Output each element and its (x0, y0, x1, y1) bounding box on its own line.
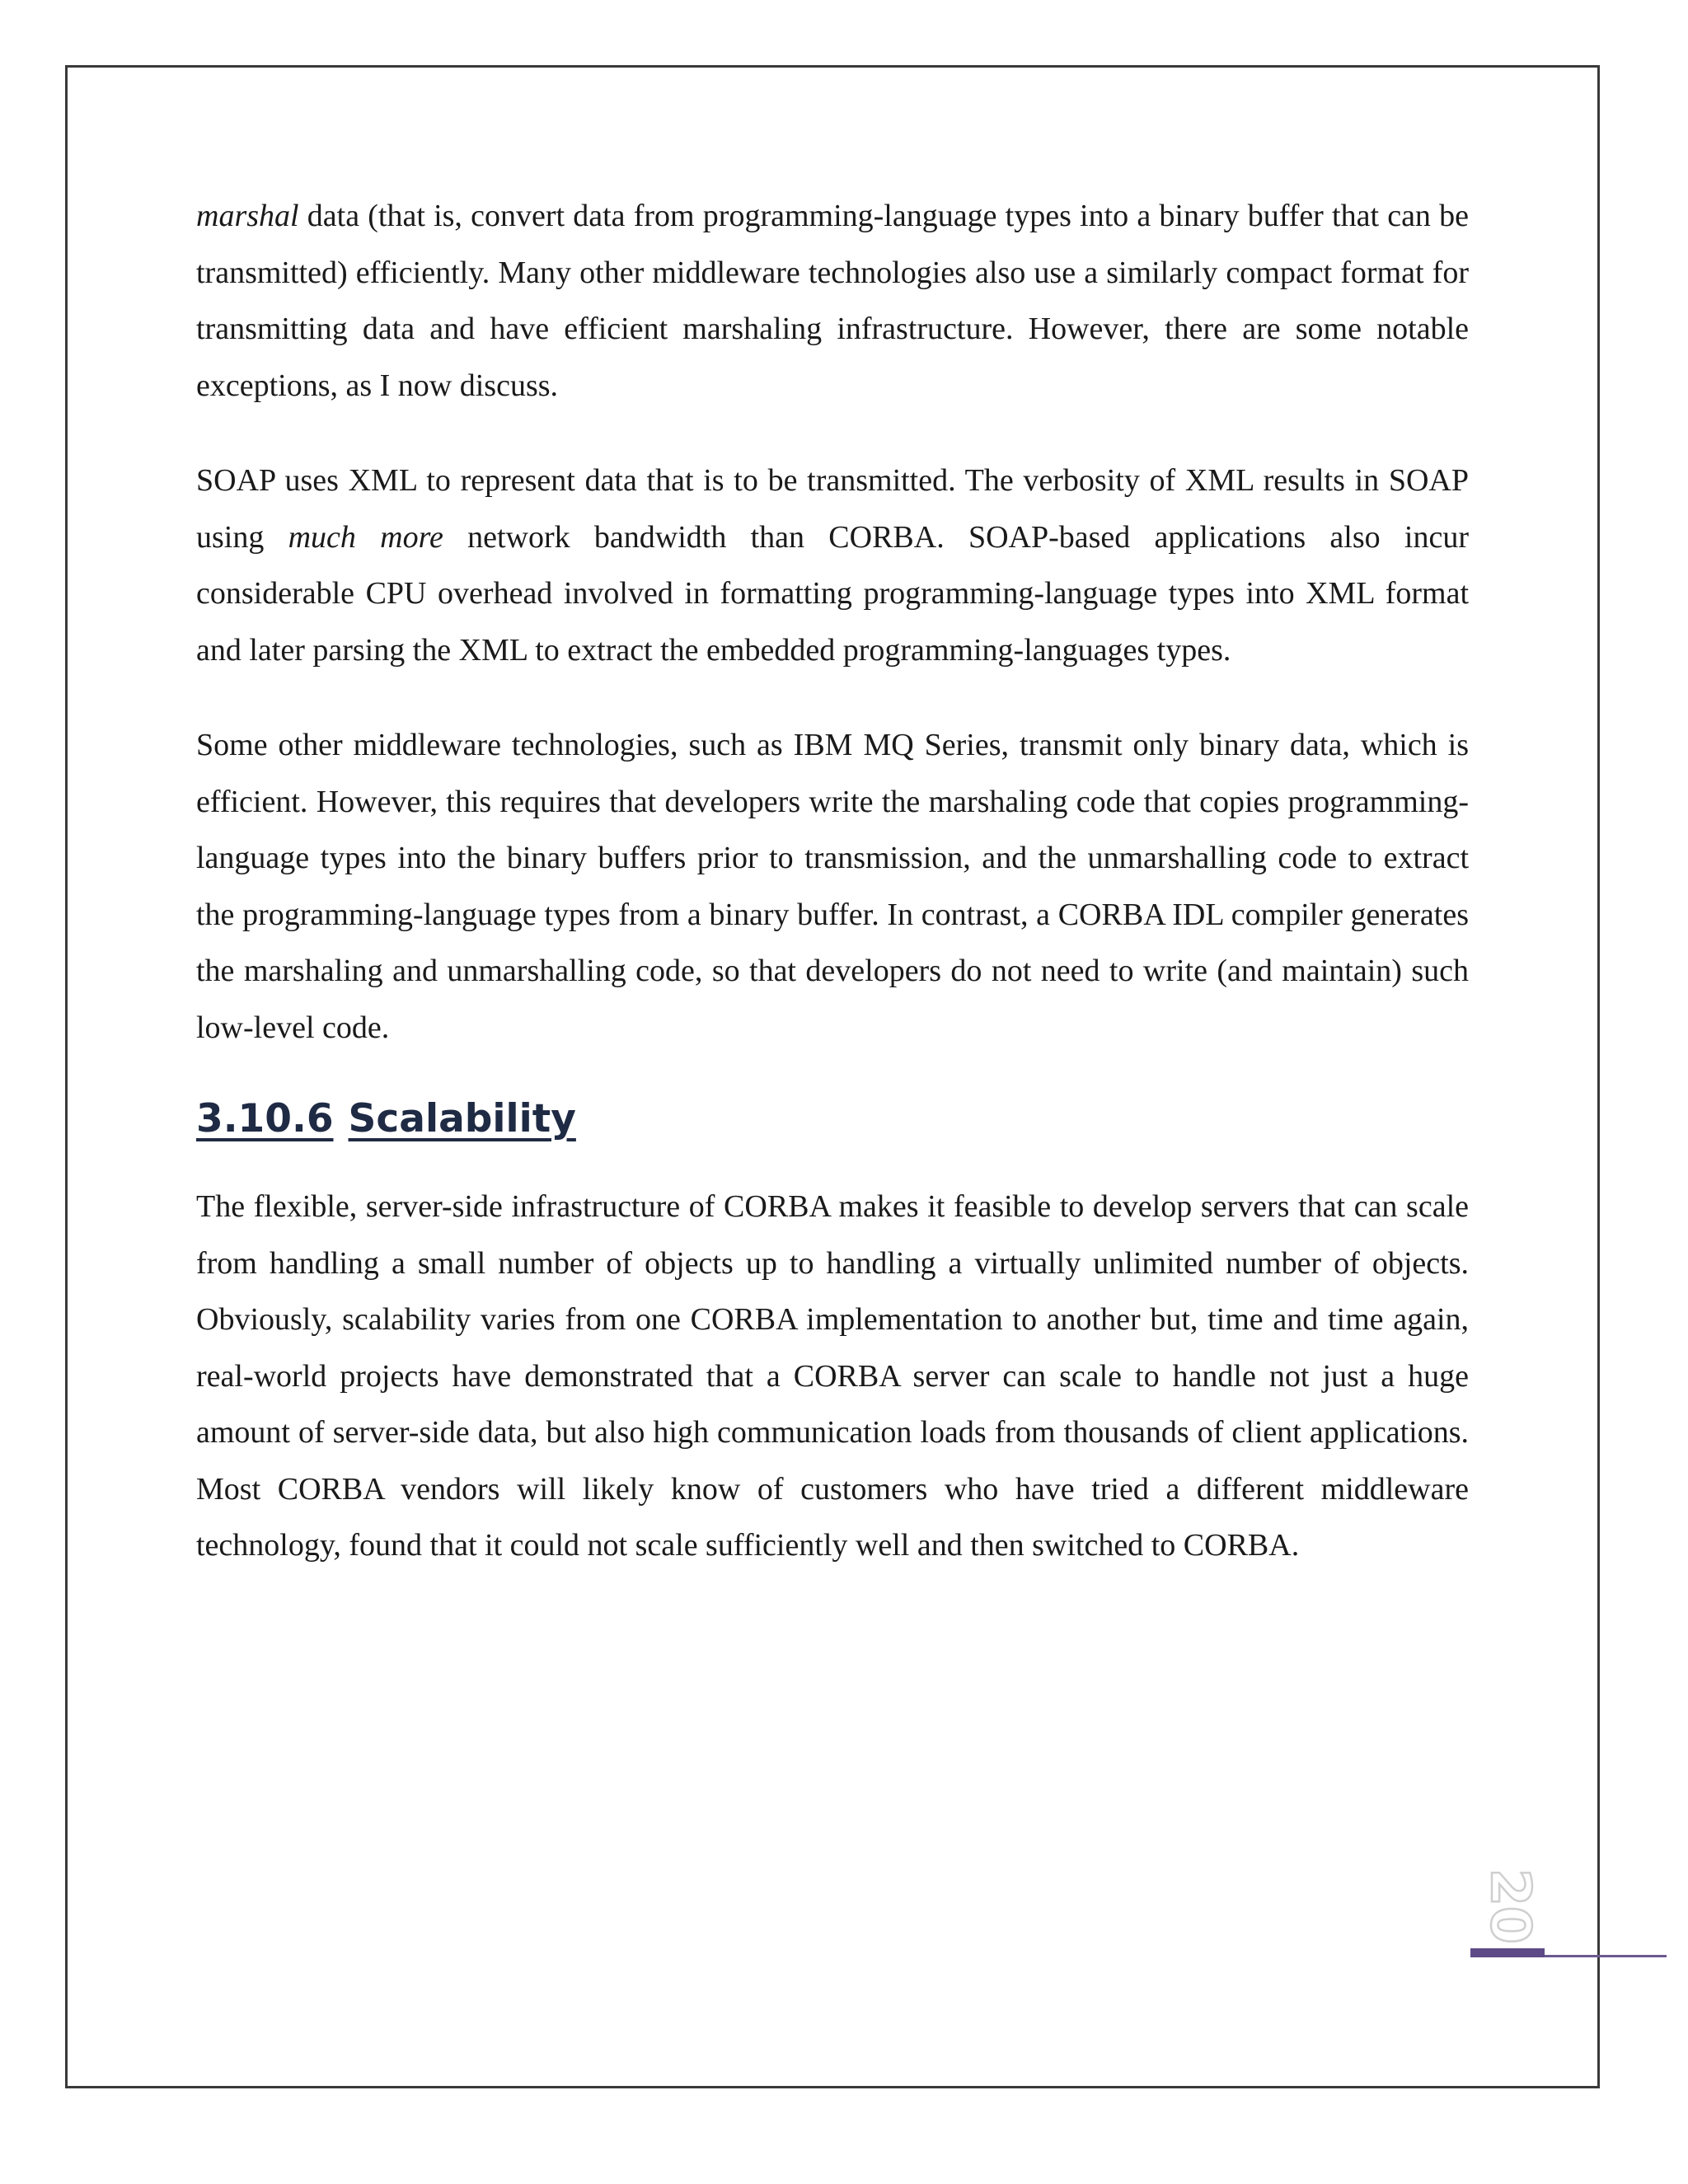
page-number: 20 (1479, 1868, 1542, 1944)
paragraph-marshal-text: data (that is, convert data from programming-language types into a binary buffer that can be transmitted) efficiently. Many other middleware technologies also use a similarly compact format for transmitting data and have efficient marshaling infrastructure. However, there are some notable exceptions, as I now discuss. (196, 199, 1469, 403)
page-number-accent-line (1545, 1955, 1667, 1957)
paragraph-scalability: The flexible, server-side infrastructure of CORBA makes it feasible to develop servers that can scale from handling a small number of objects up to handling a virtually unlimited number of objects. Obviously, scalability varies from one CORBA implementation to another but, time and time again, real-world projects have demonstrated that a CORBA server can scale to handle not just a huge amount of server-side data, but also high communication loads from thousands of client applications. Most CORBA vendors will likely know of customers who have tried a different middleware technology, found that it could not scale sufficiently well and then switched to CORBA. (196, 1189, 1469, 1563)
section-title: Scalability (348, 1096, 576, 1141)
section-number: 3.10.6 (196, 1096, 334, 1141)
paragraph-marshal (196, 188, 1469, 414)
emphasis-marshal: marshal (196, 199, 299, 233)
paragraph-soap (196, 452, 1469, 678)
page-number-accent-bar (1470, 1948, 1545, 1957)
section-heading (196, 1094, 1469, 1144)
paragraph-soap-text-before: SOAP uses XML to represent data that is to be transmitted. The verbosity of XML results in SOAP using (196, 463, 1469, 555)
paragraph-binary-data: Some other middleware technologies, such as IBM MQ Series, transmit only binary data, which is efficient. However, this requires that developers write the marshaling code that copies programming-language types into the binary buffers prior to transmission, and the unmarshalling code to extract the programming-language types from a binary buffer. In contrast, a CORBA IDL compiler generates the marshaling and unmarshalling code, so that developers do not need to write (and maintain) such low-level code. (196, 728, 1469, 1045)
document-body (196, 188, 1469, 1613)
paragraph-soap-text-after: network bandwidth than CORBA. SOAP-based applications also incur considerable CPU overhead involved in formatting programming-language types into XML format and later parsing the XML to extract the embedded programming-languages types. (196, 519, 1469, 668)
emphasis-much-more: much more (288, 519, 443, 555)
